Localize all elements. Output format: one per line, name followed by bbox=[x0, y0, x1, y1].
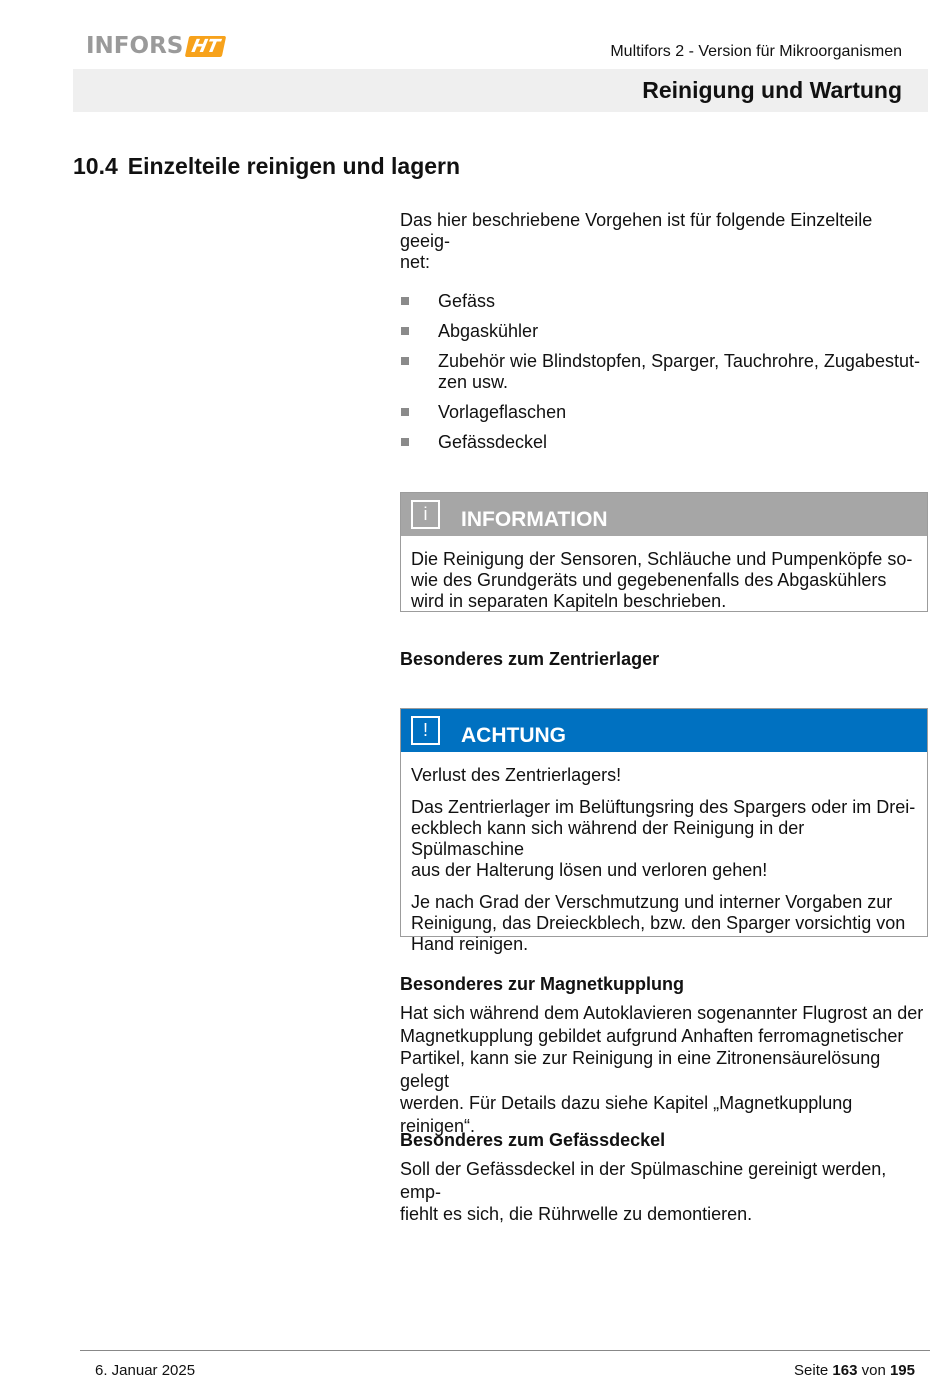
warning-paragraph bbox=[411, 892, 917, 955]
paragraph-line: Hat sich während dem Autoklavieren sogenannter Flugrost an der bbox=[400, 1003, 924, 1023]
section-number: 10.4 bbox=[73, 153, 118, 179]
section-title: Einzelteile reinigen und lagern bbox=[127, 153, 461, 179]
warning-line: Verlust des Zentrierlagers! bbox=[411, 765, 622, 785]
intro-line: net: bbox=[400, 252, 431, 272]
paragraph-line: Partikel, kann sie zur Reinigung in eine Zitronensäurelösung gelegt bbox=[400, 1048, 881, 1091]
page-of: von bbox=[861, 1362, 886, 1379]
list-item bbox=[400, 291, 928, 312]
bullet-square-icon bbox=[401, 438, 409, 446]
paragraph-line: fiehlt es sich, die Rührwelle zu demontieren. bbox=[400, 1204, 753, 1224]
magnetkupplung-paragraph bbox=[400, 1002, 930, 1137]
page-current: 163 bbox=[832, 1362, 858, 1379]
warning-box-header bbox=[401, 709, 927, 752]
information-body bbox=[401, 536, 927, 612]
list-item-text: zen usw. bbox=[438, 372, 509, 392]
info-icon: i bbox=[411, 500, 440, 529]
list-item bbox=[400, 321, 928, 342]
information-line: Die Reinigung der Sensoren, Schläuche und Pumpenköpfe so- bbox=[411, 549, 913, 569]
footer-date: 6. Januar 2025 bbox=[95, 1362, 196, 1379]
paragraph-line: Magnetkupplung gebildet aufgrund Anhaften ferromagnetischer bbox=[400, 1025, 904, 1046]
warning-line: Je nach Grad der Verschmutzung und interner Vorgaben zur bbox=[411, 892, 893, 912]
list-item-text: Vorlageflaschen bbox=[438, 402, 567, 422]
bullet-square-icon bbox=[401, 357, 409, 365]
information-line: wird in separaten Kapiteln beschrieben. bbox=[411, 591, 727, 611]
list-item-text: Zubehör wie Blindstopfen, Sparger, Tauchrohre, Zugabestut- bbox=[438, 351, 920, 371]
paragraph-line: werden. Für Details dazu siehe Kapitel „Magnetkupplung reinigen“. bbox=[400, 1093, 853, 1136]
warning-line: Reinigung, das Dreieckblech, bzw. den Sparger vorsichtig von bbox=[411, 913, 906, 933]
list-item-text: Gefäss bbox=[438, 291, 496, 311]
warning-paragraph bbox=[411, 797, 917, 881]
magnetkupplung-heading: Besonderes zur Magnetkupplung bbox=[400, 974, 685, 994]
warning-line: aus der Halterung lösen und verloren gehen! bbox=[411, 860, 768, 880]
list-item-text: Gefässdeckel bbox=[438, 432, 548, 452]
section-heading bbox=[73, 153, 460, 180]
page-number bbox=[794, 1362, 915, 1379]
chapter-title: Reinigung und Wartung bbox=[642, 77, 902, 103]
zentrierlager-heading: Besonderes zum Zentrierlager bbox=[400, 649, 660, 669]
warning-paragraph bbox=[411, 765, 917, 786]
list-item bbox=[400, 432, 928, 453]
warning-line: Das Zentrierlager im Belüftungsring des Spargers oder im Drei- bbox=[411, 797, 916, 817]
document-subtitle: Multifors 2 - Version für Mikroorganismen bbox=[610, 43, 902, 60]
parts-list bbox=[400, 291, 928, 462]
list-item bbox=[400, 351, 928, 393]
information-title: INFORMATION bbox=[461, 508, 608, 531]
logo-badge: HT bbox=[185, 36, 227, 57]
warning-icon: ! bbox=[411, 716, 440, 745]
bullet-square-icon bbox=[401, 297, 409, 305]
bullet-square-icon bbox=[401, 327, 409, 335]
infors-logo bbox=[86, 33, 225, 59]
intro-paragraph bbox=[400, 210, 920, 273]
information-box bbox=[400, 492, 928, 612]
logo-text: INFORS bbox=[86, 33, 184, 59]
warning-body bbox=[401, 752, 927, 955]
intro-line: Das hier beschriebene Vorgehen ist für folgende Einzelteile geeig- bbox=[400, 210, 873, 251]
list-item-text: Abgaskühler bbox=[438, 321, 539, 341]
warning-title: ACHTUNG bbox=[461, 724, 566, 747]
warning-line: eckblech kann sich während der Reinigung in der Spülmaschine bbox=[411, 818, 805, 859]
paragraph-line: Soll der Gefässdeckel in der Spülmaschine gereinigt werden, emp- bbox=[400, 1159, 887, 1202]
warning-box bbox=[400, 708, 928, 954]
list-item bbox=[400, 402, 928, 423]
gefaessdeckel-paragraph bbox=[400, 1158, 930, 1226]
information-box-header bbox=[401, 493, 927, 536]
page-label: Seite bbox=[794, 1362, 829, 1379]
footer-divider bbox=[80, 1350, 930, 1351]
gefaessdeckel-heading: Besonderes zum Gefässdeckel bbox=[400, 1130, 666, 1150]
warning-line: Hand reinigen. bbox=[411, 934, 529, 954]
page-total: 195 bbox=[889, 1362, 915, 1379]
bullet-square-icon bbox=[401, 408, 409, 416]
information-line: wie des Grundgeräts und gegebenenfalls des Abgaskühlers bbox=[411, 570, 887, 590]
